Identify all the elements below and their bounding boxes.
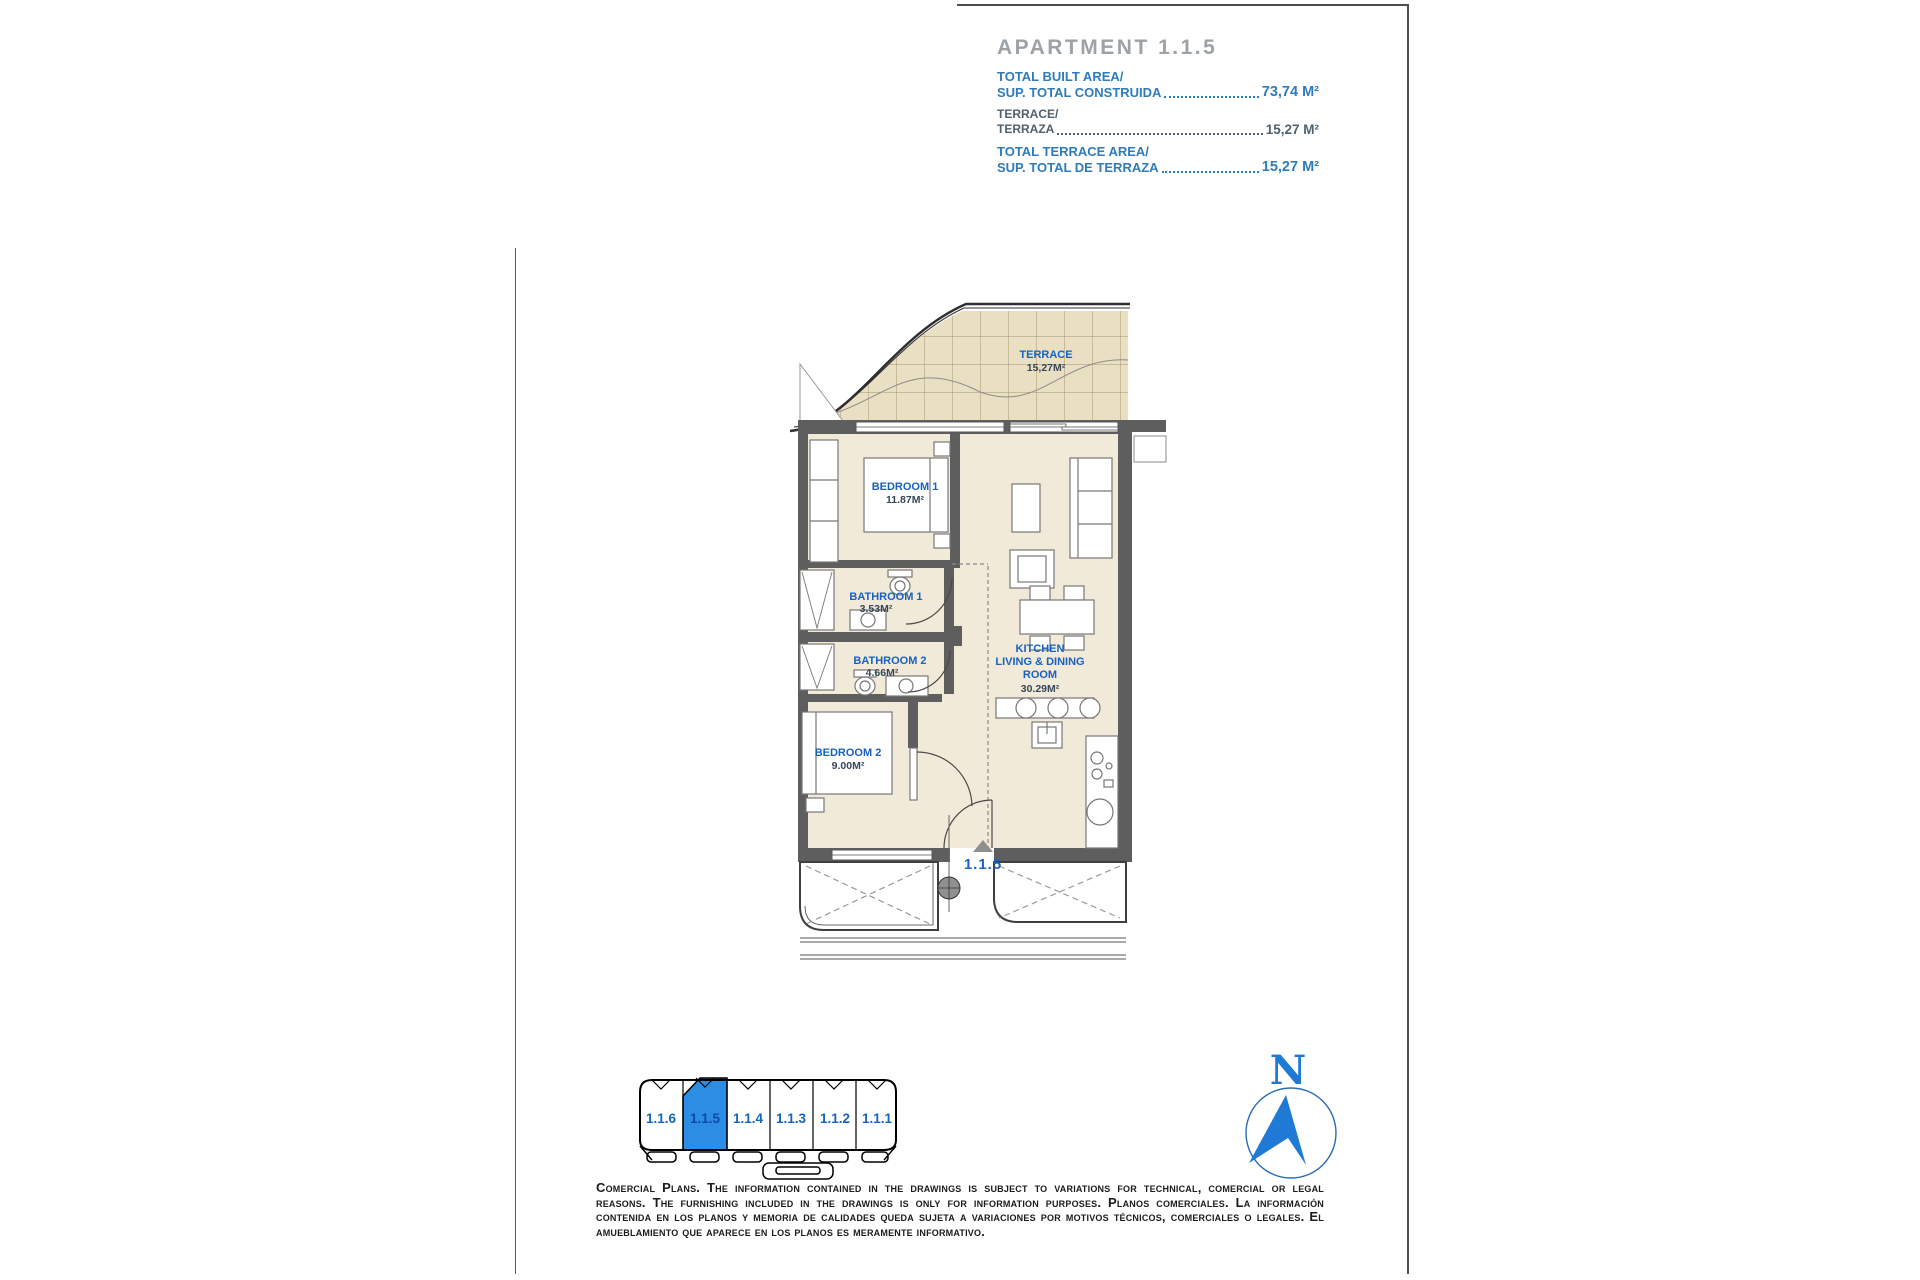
wardrobe [810,440,838,562]
apartment-title: APARTMENT 1.1.5 [997,36,1218,59]
dot-leader [1164,96,1258,98]
north-compass [1230,1045,1360,1190]
key-plan-unit-1-1-6: 1.1.6 [645,1111,677,1126]
floor-plan [760,240,1180,980]
terrace-label: TERRACE [1019,349,1073,361]
door-leaf [910,748,917,800]
stool [1016,698,1036,718]
sheet-border-top [957,4,1409,6]
chair [1030,586,1050,600]
info-label: TOTAL TERRACE AREA/ [997,144,1149,159]
kitchen-label-1: KITCHEN [1015,643,1065,655]
bedroom2-label: BEDROOM 2 [814,747,882,759]
info-row-terrace [997,107,1319,137]
apartment-info-panel [997,36,1319,182]
sheet-border-right [1407,4,1409,1274]
disclaimer-text: Comercial Plans. The information contained in the drawings is subject to variations for technical, comercial or legal reasons. The furnishing included in the drawings is only for information purposes. Planos comerciales. La información contenida en los planos y memoria de calidades queda sujeta a variaciones por motivos técnicos, comerciales o legales. El amueblamiento que aparece en los planos es meramente informativo. [596,1180,1324,1239]
key-plan-unit-1-1-4: 1.1.4 [732,1111,764,1126]
adjacent-structure-outline [800,364,843,421]
key-plan-unit-1-1-1: 1.1.1 [861,1111,893,1126]
duct [800,570,834,630]
bathroom2-label: BATHROOM 2 [853,655,927,667]
key-plan [630,1072,910,1187]
north-label: N [1269,1047,1307,1094]
chair [1064,636,1084,650]
key-plan-unit-1-1-3: 1.1.3 [775,1111,807,1126]
info-row-built-area [997,69,1319,100]
sofa [1070,458,1112,558]
sheet-border-left [515,248,516,1274]
terrace-area-value: 15,27M² [1026,362,1066,374]
nightstand [806,798,824,812]
bathroom1-label: BATHROOM 1 [849,591,923,603]
info-row-total-terrace [997,144,1319,175]
kitchen-area: 30.29M² [1020,683,1060,695]
bedroom1-area: 11.87M² [886,494,924,506]
bathroom2-area: 4.66M² [865,667,899,679]
key-plan-unit-1-1-2: 1.1.2 [819,1111,851,1126]
info-label-es: SUP. TOTAL DE TERRAZA [997,160,1159,175]
chair [1064,586,1084,600]
hob-burner [1091,752,1103,764]
info-label-es: TERRAZA [997,122,1055,136]
info-value: 15,27 M² [1265,122,1319,137]
dot-leader [1162,171,1259,173]
info-label: TOTAL BUILT AREA/ [997,69,1124,84]
key-plan-building [640,1078,896,1179]
info-value: 73,74 M² [1261,84,1319,100]
bedroom2-area: 9.00M² [831,760,865,772]
kitchen-counter [1086,736,1118,848]
nightstand [934,442,950,456]
key-plan-unit-1-1-5: 1.1.5 [689,1111,721,1126]
stool [1080,698,1100,718]
bedroom1-label: BEDROOM 1 [871,481,939,493]
north-arrow-icon [1249,1095,1306,1165]
unit-marker-label: 1.1.5 [963,856,1003,873]
info-label: TERRACE/ [997,107,1059,121]
nightstand [934,534,950,548]
bar-counter [996,698,1094,718]
kitchen-sink [1087,799,1113,825]
kitchen-label-3: ROOM [1022,669,1058,681]
dot-leader [1057,133,1262,135]
info-label-es: SUP. TOTAL CONSTRUIDA [997,85,1162,100]
dining-table [1020,600,1094,634]
coffee-table [1012,484,1040,532]
kitchen-label-2: LIVING & DINING [995,656,1085,668]
stool [1048,698,1068,718]
toilet-tank [888,570,912,577]
bathroom1-area: 3.53M² [859,603,893,615]
hob-burner [1092,769,1102,779]
info-value: 15,27 M² [1261,159,1319,175]
terrace-area [790,304,1130,431]
duct [800,644,834,690]
